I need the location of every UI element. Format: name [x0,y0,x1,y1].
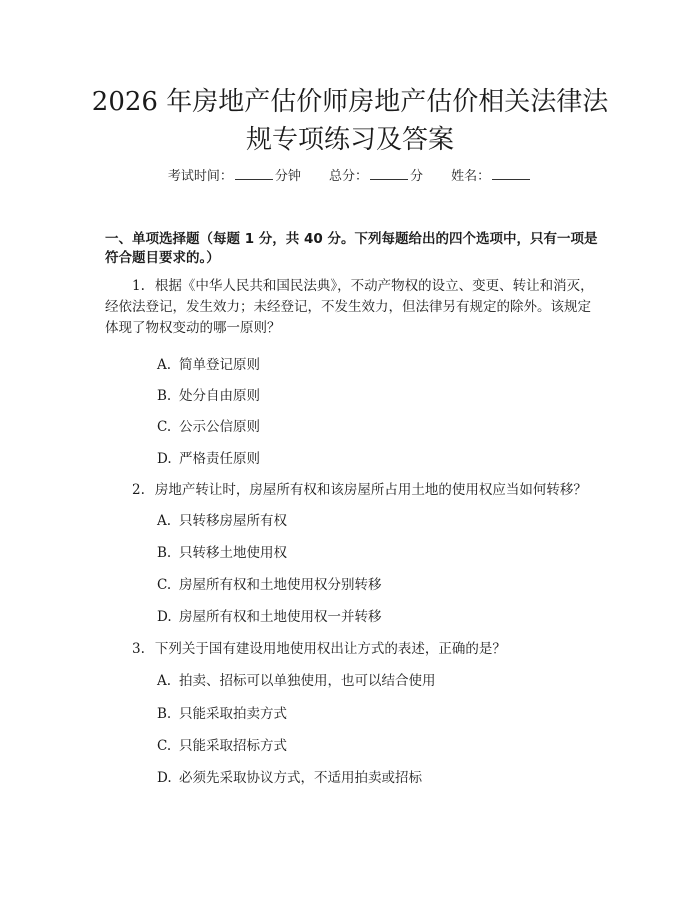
exam-score [329,169,427,184]
question-3-option-c [157,737,287,755]
exam-score-unit: 分 [410,169,424,184]
option-text: 严格责任原则 [179,451,260,467]
question-3-stem: 下列关于国有建设用地使用权出让方式的表述，正确的是？ [154,641,506,657]
option-letter: B. [157,706,172,722]
option-text: 公示公信原则 [179,419,260,435]
exam-time-blank [235,167,273,180]
option-text: 只转移土地使用权 [179,545,287,561]
question-3-option-b [157,705,287,723]
question-1-number: 1. [132,278,145,294]
exam-time [168,169,305,184]
option-letter: C. [157,419,172,435]
section-heading: 一、单项选择题（每题 1 分，共 40 分。下列每题给出的四个选项中，只有一项是符合题目要求的。） [105,231,598,266]
question-2-option-a [157,512,287,530]
question-2-option-d [157,608,382,626]
option-text: 房屋所有权和土地使用权一并转移 [179,609,382,625]
exam-score-blank [370,167,408,180]
question-1-option-c [157,418,260,436]
question-2-number: 2. [132,482,145,498]
option-text: 必须先采取协议方式，不适用拍卖或招标 [179,770,422,786]
question-1-stem: 根据《中华人民共和国民法典》，不动产物权的设立、变更、转让和消灭，经依法登记，发生效力；未经登记，不发生效力，但法律另有规定的除外。该规定体现了物权变动的哪一原则？ [105,278,594,336]
option-letter: A. [157,513,172,529]
option-text: 只能采取拍卖方式 [179,706,287,722]
question-2-option-b [157,544,287,562]
option-letter: B. [157,388,172,404]
question-1-option-d [157,450,260,468]
question-2 [105,480,600,501]
option-letter: B. [157,545,172,561]
question-2-stem: 房地产转让时，房屋所有权和该房屋所占用土地的使用权应当如何转移？ [154,482,587,498]
question-3-option-a [157,672,436,690]
question-3 [105,639,600,660]
exam-name [451,169,532,184]
question-3-option-d [157,769,422,787]
document-title-line1: 2026 年房地产估价师房地产估价相关法律法 [91,87,609,117]
option-letter: C. [157,738,172,754]
option-letter: C. [157,577,172,593]
option-text: 只转移房屋所有权 [179,513,287,529]
option-letter: A. [157,357,172,373]
option-text: 房屋所有权和土地使用权分别转移 [179,577,382,593]
question-1 [105,276,600,339]
document-title-line2: 规专项练习及答案 [245,125,454,155]
exam-time-label: 考试时间： [167,169,233,184]
exam-score-label: 总分： [328,169,368,184]
option-letter: A. [157,673,172,689]
question-1-option-b [157,387,260,405]
option-text: 只能采取招标方式 [179,738,287,754]
exam-time-unit: 分钟 [274,169,301,184]
exam-name-label: 姓名： [451,169,491,184]
exam-meta [0,167,700,187]
option-text: 拍卖、招标可以单独使用，也可以结合使用 [179,673,436,689]
exam-name-blank [492,167,530,180]
option-letter: D. [157,609,172,625]
option-letter: D. [157,770,172,786]
question-2-option-c [157,576,382,594]
option-letter: D. [157,451,172,467]
question-3-number: 3. [132,641,145,657]
question-1-option-a [157,356,260,374]
option-text: 简单登记原则 [179,357,260,373]
option-text: 处分自由原则 [179,388,260,404]
